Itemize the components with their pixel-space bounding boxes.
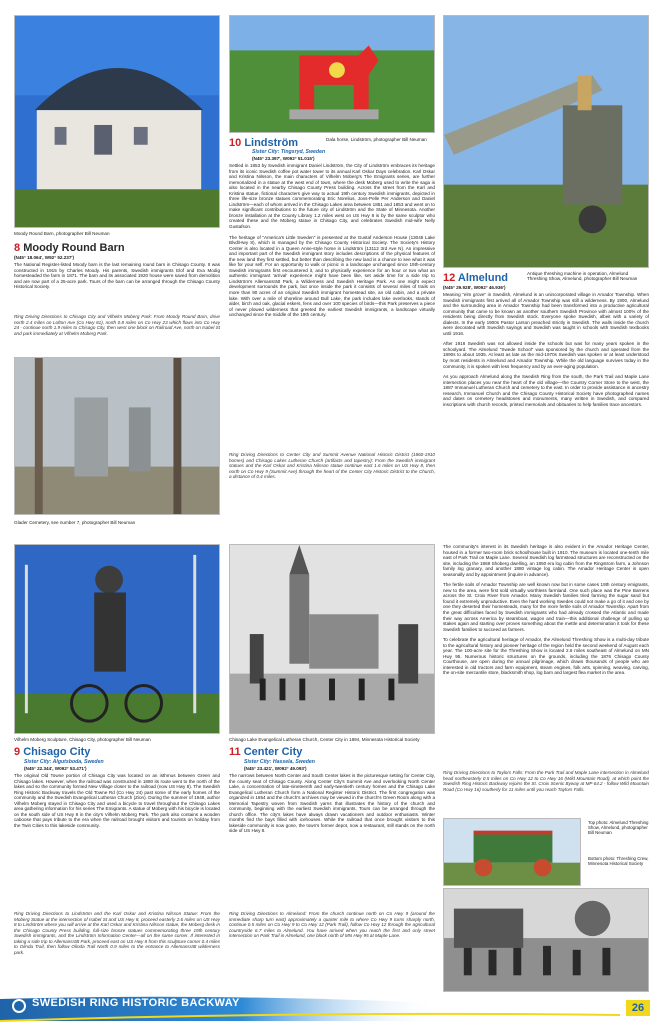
section-10-para-2: The heritage of "America's Little Sweden" is presented at the Gustaf Anderson House (13045 Lake Blvd/Hwy 8), which is managed by the Chisago County Historical Society. The Society's History Center is also located in a Queen Anne-style home in Lindström (13112 3rd Ave N). An impressive and important part of the Swedish immigrant story includes descriptions of the physical features of the new land they first settled, but better than describing the new land is a chance to see what it was like for your self. For an opportunity to walk or picnic in a landscape unchanged since 19th-century Swedish immigrants first encountered it, and to physically experience for an hour or two what an authentic immigrant 'arrival' experience might have been like, set aside time for a side trip to Lindström's Allemansrätt Park, a Wilderness and Swedish Heritage Park. As one might expect development surrounds the park, but once inside the park it consists of several miles of trails on more than 90 acres of an original Swedish immigrant homestead site, an old cabin, and a private lake. With over a mile of shoreline around Bull Lake, the park includes lake overlooks, stands of alder, birch and oak, glacial eskers, fens and over 100 species of birds—this Park preserves a piece of never plowed wilderness that greeted the earliest Swedish immigrants, a landscape virtually unchanged since the middle of the 19th century. <box>229 234 435 318</box>
section-11-directions: Ring Driving Directions to Almelund: From the church continue north on Co Hwy 9 (around the immediate sharp turn east) approximately a quarter mile to where Co Hwy 9 turns sharply north, continue 0.5 miles on Co Hwy 9 to Co Hwy 12 (Park Trail), follow Co Hwy 12 through the agricultural countryside 6.7 miles to Almelund. You have arrived when you reach the first and only street intersection on Park Trail in Almelund, one block north of MN Hwy 95 at Maple Lane. <box>229 911 435 939</box>
section-12-para-1: Meaning "elm grove" in Swedish, Almelund is an unincorporated village in Amador Township. When Swedish immigrants first arrived all of Amador Township was still a wilderness. By 1900, Almelund and the surrounding area in Amador Township had been transformed into a productive agricultural community that came to be known as another southern Swedish Province with almost 100% of the residents being directly from Swedish stock. Everyone spoke Swedish, albeit with a variety of dialects. In the early 1900s Pastor Larson preached strictly in Swedish. The walls inside the church were decorated with Swedish sayings and Swedish was taught in schools with Swedish textbooks until 1916. <box>443 292 649 336</box>
moody-caption: Moody Round Barn, photographer Bill Neuman <box>14 231 110 236</box>
section-12-coords: (N45° 29.928', W092° 46.936') <box>443 285 506 290</box>
vilhelm-moberg-photo <box>14 544 220 734</box>
section-9-directions: Ring Driving Directions to Lindström and the Karl Oskar and Kristina Nilsson Statue: From the Moberg Statue at the intersection of Isabel St and US Hwy 8, proceed easterly 2.6 miles on US Hwy 8 to Lindström where you will arrive at the Karl Oskar and Kristina Nilsson statue, the Moberg desk in the Chisago County Press building, full-size bronze statues commemorating three 19th century Swedish immigrants, and the Lindström Information Center—all on the same corner. If interested in taking a side trip to Allemansrätt Park, proceed east on US Hwy 8 from this sculpture corner 0.4 miles to Olinda Trail, then follow Olinda Trail North 0.9 miles to the entrance to Allemansrätt wilderness park. <box>14 911 220 955</box>
section-10-sister-city: Sister City: Tingsryd, Sweden <box>252 149 326 155</box>
section-10-name: Lindström <box>244 137 299 149</box>
ring-logo-icon <box>12 999 26 1013</box>
section-11-number: 11 <box>229 746 241 758</box>
section-12-directions: Ring Driving Directions to Taylors Falls: From the Park Trail and Maple Lane intersection in Almelund head northeasterly 0.5 miles on Co Hwy 12 to Co Hwy 16 (Wild Mountain Road), at which point the Swedish Ring Historic Backway rejoins the St. Croix Scenic Byway at MP 64.2 - follow Wild Mountain Road (Co Hwy 16) southerly for 11 miles until you reach Taylors Falls. <box>443 770 649 792</box>
vilhelm-caption: Vilhelm Moberg Sculpture, Chisago City, photographer Bill Neuman <box>14 737 151 742</box>
section-8-number: 8 <box>14 242 21 254</box>
section-8-directions: Ring Driving Directions to Chisago City and Vilhelm Moberg Park: From Moody Round Barn, drive north 2.4 miles on Lofton Ave (Co Hwy 81), north 0.8 miles on Co Hwy 23 which flows into Co Hwy 24 - continue north 1.9 miles to Chisago City, then west one block on Railroad Ave, north on Isabel St and park immediately at Vilhelm Moberg Park. <box>14 314 220 336</box>
section-8-title <box>14 242 125 254</box>
section-11-name: Center City <box>243 746 303 758</box>
section-10-title <box>229 137 298 149</box>
section-12-para-6: To celebrate the agricultural heritage of Amador, the Almelund Threshing Show is a multi-day tribute to the agricultural history and pioneer heritage of the region held the second weekend of August each year. The 100-acre site for the Threshing Show is located 2.6 miles southeast of Almelund on MN Hwy 95. Numerous historic structures on the grounds, including the 1876 Chisago County Courthouse, are open during the annual pilgrimage, which draws thousands of people who are interested in old tractors and farm equipment, steam engines, folk arts, spinning, weaving, carving, the on-site mercantile store, blacksmith shop, log barn and largest flea market in the area. <box>443 637 649 676</box>
section-12-para-2: After 1916 Swedish was not allowed inside the schools but was for many years spoken in the schoolyard. The Almelund "Swede School" was sponsored by the church and operated from the 1890s to about 1935. At least as late as the mid-1970s Swedish was spoken or at least understood by most residents in Almelund and Amador Township. While the old language survives today in the community, it is spoken with less frequency and by an ever-aging population. <box>443 341 649 369</box>
church-caption: Chisago Lake Evangelical Lutheran Church, Center City in 1894, Minnesota Historical Society <box>229 737 420 742</box>
section-9-coords: (N45° 22.344', W092° 53.471') <box>24 766 87 771</box>
moody-round-barn-photo <box>14 15 220 228</box>
section-10-body <box>229 163 435 323</box>
section-9-sister-city: Sister City: Algutsboda, Sweden <box>24 759 104 765</box>
section-10-directions: Ring Driving Directions to Center City and Summit Avenue National Historic District (1860-1910 homes) and Chisago Lakes Lutheran Church (artifacts and tapestry): From the Swedish immigrant statues and the Karl Oskar and Kristina Nilsson statue continue east 1.6 miles on US Hwy 8, then north on Co Hwy 9 (Summit Ave) through the heart of the Center City Historic District to the Church, a distance of 0.4 miles. <box>229 452 435 480</box>
section-9-body: The original Old Towne portion of Chisago City was located on an isthmus between Green and Chisago lakes. However, when the railroad was constructed in 1880 its route went to the north of the lakes and so the community formed New Village closer to the railroad (now US Hwy 8). The Swedish Ring Historic Backway travels the Old Towne Rd (Co Hwy 24) past some of the early homes of the community and the Swedish Evangelical Lutheran Church (Zion). During the summer of 1948, author Vilhelm Moberg stayed in Chisago City and used a bicycle to travel throughout the Chisago Lakes area gathering information for his series The Emigrants. A statue of Moberg with his bicycle is located on the south side of US Hwy 8 in the city's Vilhelm Moberg Park. The park also contains a wooden caboose that pays tribute to the era when the railroad brought visitors and tourists on holiday from the Twin Cities to this lakeside community. <box>14 773 220 828</box>
section-8-body: The National Register-listed Moody barn is the last remaining round barn in Chisago County. It was constructed in 1915 by Charles Moody. His parents, Swedish immigrants Elof and Eva Modig homesteaded the farm in 1871. The barn and its associated 1920 house were saved from demolition and are now part of a 25-acre park. Tours of the barn can be arranged through the Chisago County Historical Society. <box>14 262 220 290</box>
section-8-name: Moody Round Barn <box>23 242 125 254</box>
church-photo <box>229 544 435 734</box>
footer-title: SWEDISH RING HISTORIC BACKWAY <box>32 997 240 1009</box>
threshing-show-photo <box>443 818 581 886</box>
section-12-body-top <box>443 292 649 412</box>
section-10-coords: (N45° 23.397', W092° 51.015') <box>252 156 315 161</box>
section-11-title <box>229 746 302 758</box>
glader-cemetery-photo <box>14 357 220 515</box>
bottom-photo-caption: Bottom photo: Threshing Crew, Minnesota Historical Society <box>588 856 649 867</box>
dala-caption: Dala horse, Lindström, photographer Bill Neuman <box>326 137 427 142</box>
section-9-name: Chisago City <box>23 746 91 758</box>
section-11-coords: (N45° 23.421', W092° 49.093') <box>244 766 307 771</box>
threshing-caption: Antique threshing machine in operation, Almelund Threshing Show, Almelund, photographer Bill Neuman <box>527 271 638 282</box>
section-12-para-3: As you approach Almelund along the Swedish Ring from the south, the Park Trail and Maple Lane intersection places you near the heart of the old village—the Country Corner Store to the west, the 1887 Immanuel Lutheran Church and cemetery to the east. In order to provide assistance in ancestry research, Immanuel Church and the Chisago County Historical Society have photographed names and dates on cemetery headstones and monuments, many written in Swedish, and compared inscriptions with church records, printed memorials and obituaries to help families trace ancestors. <box>443 374 649 407</box>
section-12-body-bottom <box>443 544 649 681</box>
dala-horse-photo <box>229 15 435 133</box>
section-12-title <box>443 272 508 284</box>
section-10-para-1: Settled in 1853 by Swedish immigrant Daniel Lindström, the City of Lindström embraces its heritage from its iconic Swedish coffee pot water tower to its annual Karl Oskar Days celebration. Karl Oskar and Kristina Nilsson, the main characters of Vilhelm Moberg's The Emigrants series, are further memorialized in a statue at the west end of town, where the desk Moberg used to write the saga is also located in the nearby Chisago County Press building. Across the street from the Karl and Kristina statue, fictional characters give way to actual 19th century Swedish immigrants, depicted in three life-size bronze statues commemorating Eric Norelius, Jons-Pelle Per Anderson and Daniel Lindström—each of whom arrived in the Chisago Lakes area between 1851 and 1853 and went on to make significant contributions to the future city of Lindström and the State of Minnesota. Another bronze installation at the County Library 1.2 miles west on US Hwy 8 is by the same sculptor who created these and the Moberg statue in Chisago City, and celebrates Swedish mid-wife Nelly Gustafson. <box>229 163 435 230</box>
section-12-number: 12 <box>443 272 456 284</box>
section-11-body: The narrows between North Center and South Center lakes is the picturesque setting for Center City, the county seat of Chisago County. Along Center City's Summit Ave and overlooking North Center Lake, a concentration of late-nineteenth and early-twentieth century homes and the Chisago Lake Evangelical Lutheran Church form a National Register Historic District. The first congregation was organized in 1854 and the church's archives may be viewed in the church's Green Room along with a Memorial Tapestry woven from Swedish yarns that illustrates the history of the church and community, beginning with the earliest Swedish immigrants. Tours can be arranged through the church office. The city's lakes have always drawn vacationers and outdoor enthusiasts. Winter months find the bays filled with icehouses. While the railroad that once brought visitors to this lakeside community is now gone, the town's former depot, now a restaurant, still stands on the north side of US Hwy 8. <box>229 773 435 834</box>
threshing-photo <box>443 15 649 268</box>
page-number: 26 <box>626 1000 650 1016</box>
threshing-crew-photo <box>443 888 649 992</box>
section-10-number: 10 <box>229 137 242 149</box>
section-11-sister-city: Sister City: Hassela, Sweden <box>244 759 315 765</box>
glader-caption: Glader Cemetery, see number 7, photographer Bill Neuman <box>14 520 136 525</box>
top-photo-caption: Top photo: Almelund Threshing Show, Almelund, photographer Bill Neuman <box>588 820 649 836</box>
section-12-name: Almelund <box>457 272 509 284</box>
section-12-para-5: The fertile soils of Amador Township are well known now but in some cases 19th century emigrants, new to the area, were first sold virtually worthless farmland. One such place was the Pine Barrens across the St. Croix River from Amador. Many Swedish families tried farming the sugar sand but found it extremely unproductive. Even the hard working Swedes could not make a go of it and one by one they deserted their homesteads, many for the more fertile soils of Amador Township. Apart from the great difficulties faced by Swedish immigrants who had already crossed the Atlantic and made their way across America by steamboat, wagon and train—this additional challenge of pulling up stakes again and starting over proves something about the mettle and determination it took for these Swedish families to succeed as farmers. <box>443 582 649 632</box>
section-8-coords: (N45° 18.064', W92° 52.237') <box>14 255 74 260</box>
section-12-para-4: The community's interest in its Swedish heritage is also evident in the Amador Heritage Center, housed in a former two-room brick schoolhouse built in 1910. The museum is located one-tenth mile east of Park Trail on Maple Lane. Several Swedish log farmstead structures are reconstructed on the site, including the 1869 Shoberg dwelling, an 1850 era log cabin from the Ringstrom farm, a Johnson family log granary, and another 1880 vintage log cabin. The Amador Heritage Center is open seasonally and by appointment (inquire in advance). <box>443 544 649 577</box>
section-9-title <box>14 746 90 758</box>
section-9-number: 9 <box>14 746 21 758</box>
